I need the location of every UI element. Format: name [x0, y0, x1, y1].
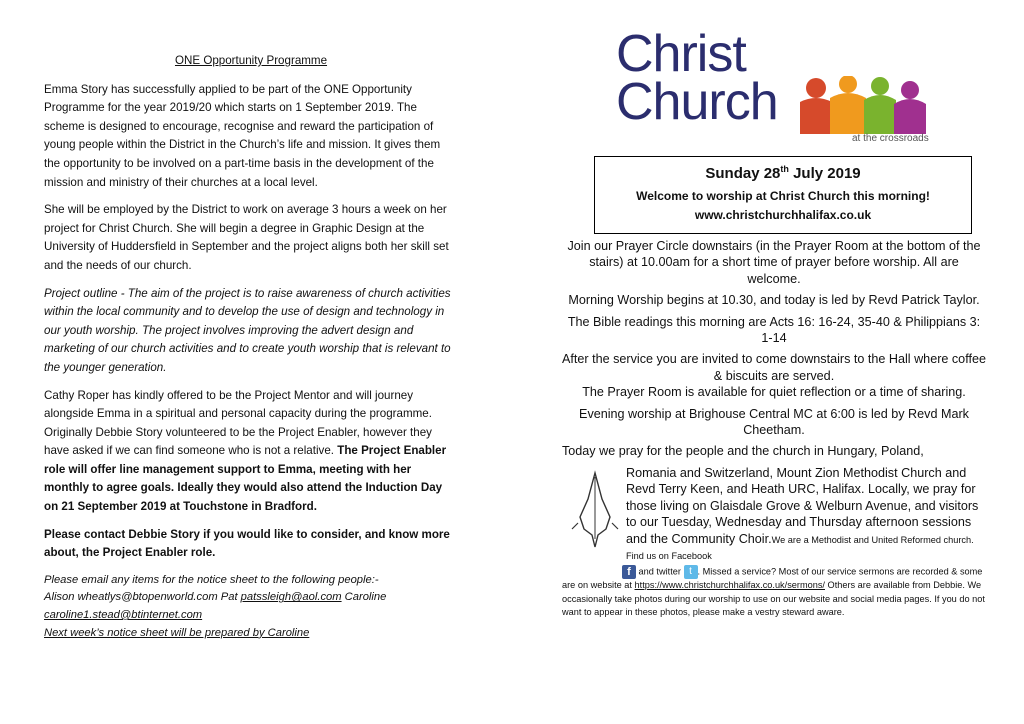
prayer-body: [626, 465, 986, 563]
sermons-link[interactable]: https://www.christchurchhalifax.co.uk/sermons/: [634, 580, 825, 591]
left-column: [44, 52, 458, 642]
twitter-icon[interactable]: t: [684, 565, 698, 579]
programme-intro: Emma Story has successfully applied to be part of the ONE Opportunity Programme for the year 2019/20 which starts on 1 September 2019. The scheme is designed to encourage, recognise and reward the participation of young people within the District in the Church’s life and mission. It gives them the opportunity to be involved on a part-time basis in the development of the mission and ministry of their churches at a local level.: [44, 82, 441, 189]
employment-paragraph: She will be employed by the District to work on average 3 hours a week on her project for Christ Church. She will begin a degree in Graphic Design at the University of Huddersfield in September and the project aligns both her skill set and the needs of our church.: [44, 203, 449, 272]
next-week-note: Next week’s notice sheet will be prepared by Caroline: [44, 626, 310, 639]
email-caroline-link[interactable]: caroline1.stead@btinternet.com: [44, 609, 203, 622]
prayer-section: [562, 465, 986, 563]
project-outline: Project outline - The aim of the project is to raise awareness of church activities within the local community and to develop the use of design and technology in our youth worship. The project involves improving the advert design and marketing of our church activities and to create youth worship that is relevant to the younger generation.: [44, 286, 451, 374]
welcome-message: Welcome to worship at Christ Church this morning!: [636, 189, 930, 203]
logo-line-christ: Christ: [616, 25, 746, 83]
notices: [562, 238, 986, 619]
christ-church-logo: [556, 25, 986, 150]
right-column: [556, 25, 986, 617]
email-intro: Please email any items for the notice sheet to the following people:-: [44, 573, 379, 586]
enabler-role-text: The Project Enabler role will offer line management support to Emma, meeting with her monthly to agree goals. Ideally they would also attend the Induction Day on 21 September 2019 at Touchstone in Bradford.: [44, 444, 447, 514]
photos-note: Others are available from Debbie. We occasionally take photos during our worship to use on our website and social media pages. If you do not want to appear in these photos, please make a vestry steward aware.: [562, 580, 985, 617]
prayer-intro: Today we pray for the people and the church in Hungary, Poland,: [562, 444, 924, 459]
facebook-icon[interactable]: f: [622, 565, 636, 579]
people-figures-icon: [796, 76, 936, 136]
praying-hands-icon: [570, 469, 620, 551]
email-caroline-label: Caroline: [341, 591, 387, 604]
church-website[interactable]: www.christchurchhalifax.co.uk: [694, 208, 872, 222]
date-month-year: July 2019: [788, 165, 861, 182]
mentor-text: Cathy Roper has kindly offered to be the Project Mentor and will journey alongside Emma in a spiritual and personal capacity during the programme. Originally Debbie Story volunteered to be the Project Enabler, however they have asked if we can find someone who is not a relative.: [44, 388, 432, 458]
after-service-notice: After the service you are invited to come downstairs to the Hall where coffee & biscuits are served.: [562, 352, 986, 383]
and-twitter: and twitter: [636, 566, 681, 577]
morning-worship-notice: Morning Worship begins at 10.30, and today is led by Revd Patrick Taylor.: [568, 293, 980, 308]
logo-line-church: Church: [616, 73, 778, 131]
email-pat-link[interactable]: patssleigh@aol.com: [240, 591, 342, 604]
date-main: Sunday 28: [705, 165, 781, 182]
prayer-circle-notice: Join our Prayer Circle downstairs (in the Prayer Room at the bottom of the stairs) at 10.00am for a short time of prayer before worship. All are welcome.: [567, 239, 981, 286]
email-section: [44, 572, 458, 642]
prayer-text: Romania and Switzerland, Mount Zion Methodist Church and Revd Terry Keen, and Heath URC, Halifax. Locally, we pray for those living on Glaisdale Grove & Welburn Avenue, and visitors to our Tuesday, Wednesday and Thursday afternoon sessions and the Community Choir.: [626, 465, 979, 546]
contact-paragraph: Please contact Debbie Story if you would like to consider, and know more about, the Project Enabler role.: [44, 527, 450, 560]
programme-title: ONE Opportunity Programme: [174, 54, 328, 67]
methodist-note: We are a Methodist and United Reformed church. Find us on Facebook: [626, 534, 974, 561]
mentor-paragraph: [44, 387, 458, 517]
service-header-box: [594, 156, 972, 234]
missed-service-text: . Missed a service? Most of our service sermons are recorded & some are on website at: [562, 566, 983, 591]
evening-worship-notice: Evening worship at Brighouse Central MC at 6:00 is led by Revd Mark Cheetham.: [579, 406, 969, 438]
date-suffix: th: [780, 164, 789, 174]
prayer-room-notice: The Prayer Room is available for quiet reflection or a time of sharing.: [582, 385, 966, 400]
logo-tagline: at the crossroads: [852, 133, 929, 144]
social-media-note: [562, 565, 986, 619]
bible-readings-notice: The Bible readings this morning are Acts 16: 16-24, 35-40 & Philippians 3: 1-14: [567, 314, 981, 346]
service-date: [595, 164, 971, 182]
logo-text: [616, 25, 778, 131]
email-line: [44, 589, 458, 607]
email-alison: Alison wheatlys@btopenworld.com Pat: [44, 591, 241, 604]
